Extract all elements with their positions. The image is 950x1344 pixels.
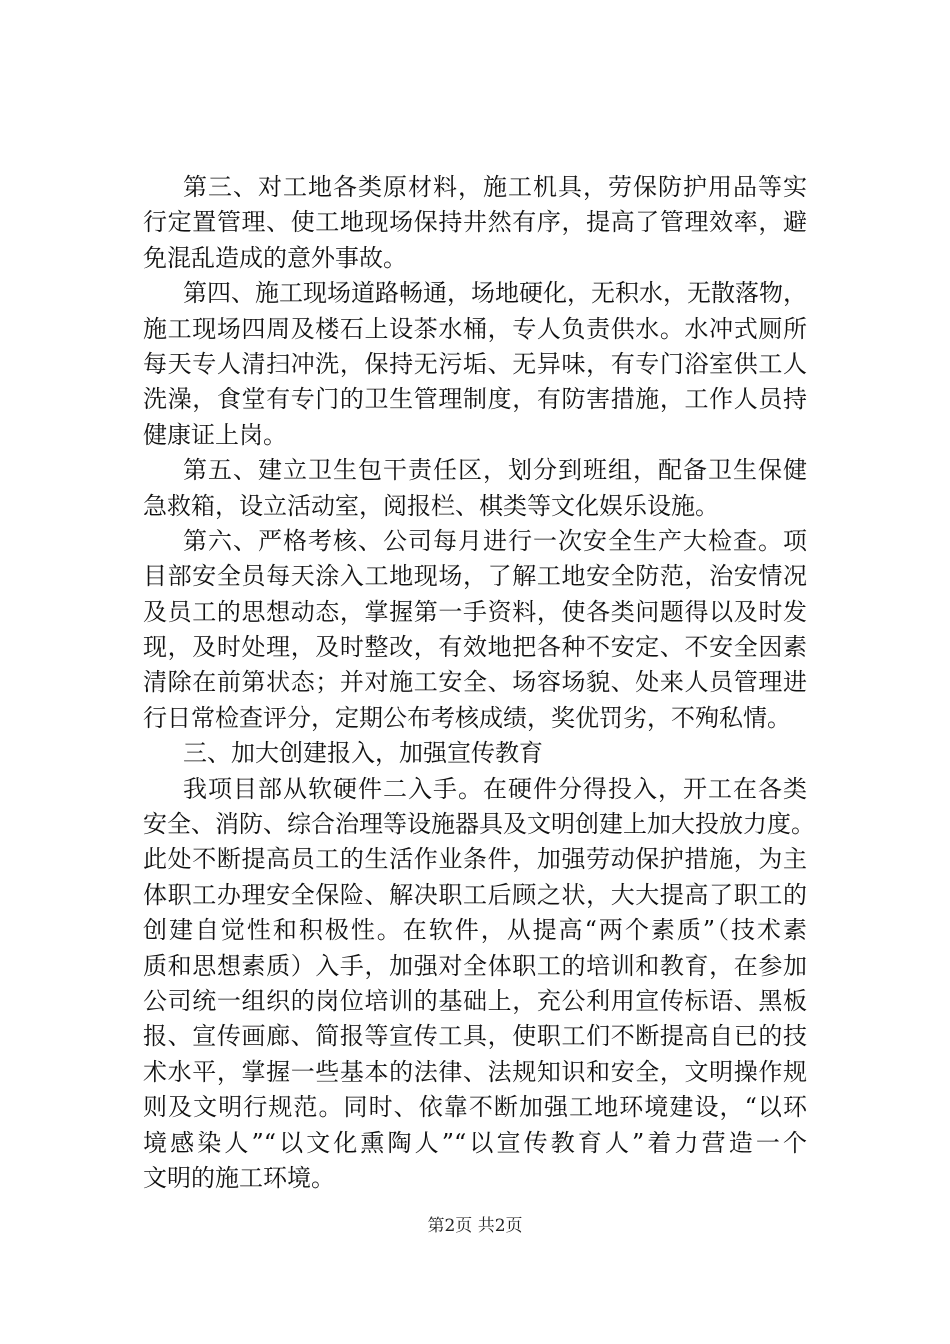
- paragraph: [143, 276, 807, 453]
- document-body: [143, 170, 815, 1196]
- text-line: 术水平，掌握一些基本的法律、法规知识和安全，文明操作规: [143, 1057, 807, 1086]
- text-line: 第三、对工地各类原材料，施工机具，劳保防护用品等实: [183, 173, 807, 201]
- text-line: 目部安全员每天涂入工地现场，了解工地安全防范，治安情况: [143, 562, 807, 591]
- paragraph: [143, 170, 807, 276]
- text-line: 我项目部从软硬件二入手。在硬件分得投入，开工在各类: [183, 774, 807, 803]
- text-line: 现，及时处理，及时整改，有效地把各种不安定、不安全因素: [143, 633, 807, 662]
- text-line: 境感染人”“以文化熏陶人”“以宣传教育人”着力营造一个: [143, 1128, 807, 1157]
- text-line: 文明的施工环境。: [143, 1163, 335, 1192]
- text-line: 第五、建立卫生包干责任区，划分到班组，配备卫生保健: [183, 456, 807, 485]
- text-line: 施工现场四周及楼石上设茶水桶，专人负责供水。水冲式厕所: [143, 314, 807, 343]
- paragraph: [143, 524, 807, 736]
- text-line: 体职工办理安全保险、解决职工后顾之状，大大提高了职工的: [143, 880, 807, 909]
- text-line: 行定置管理、使工地现场保持井然有序，提高了管理效率，避: [143, 208, 807, 237]
- page-footer: 第2页 共2页: [427, 1216, 523, 1236]
- text-line: 报、宣传画廊、简报等宣传工具，使职工们不断提高自已的技: [143, 1022, 807, 1051]
- paragraph: [143, 453, 807, 524]
- text-line: 急救箱，设立活动室，阅报栏、棋类等文化娱乐设施。: [143, 491, 719, 520]
- text-line: 公司统一组织的岗位培训的基础上，充公利用宣传标语、黑板: [143, 986, 807, 1015]
- text-line: 及员工的思想动态，掌握第一手资料，使各类问题得以及时发: [143, 597, 807, 626]
- text-line: 健康证上岗。: [143, 420, 287, 449]
- text-line: 三、加大创建报入，加强宣传教育: [183, 739, 543, 768]
- text-line: 第六、严格考核、公司每月进行一次安全生产大检查。项: [183, 526, 807, 555]
- text-line: 创建自觉性和积极性。在软件，从提高“两个素质”（技术素: [143, 916, 807, 945]
- paragraph: [143, 772, 815, 1197]
- text-line: 第四、施工现场道路畅通，场地硬化，无积水，无散落物，: [183, 279, 807, 308]
- text-line: 每天专人清扫冲洗，保持无污垢、无异味，有专门浴室供工人: [143, 349, 807, 378]
- text-line: 质和思想素质）入手，加强对全体职工的培训和教育，在参加: [143, 951, 807, 980]
- text-line: 洗澡，食堂有专门的卫生管理制度，有防害措施，工作人员持: [143, 385, 807, 414]
- text-line: 清除在前第状态；并对施工安全、场容场貌、处来人员管理进: [143, 668, 807, 697]
- paragraph: [143, 736, 807, 771]
- text-line: 免混乱造成的意外事故。: [143, 243, 407, 272]
- text-line: 此处不断提高员工的生活作业条件，加强劳动保护措施，为主: [143, 845, 807, 874]
- text-line: 则及文明行规范。同时、依靠不断加强工地环境建设，“以环: [143, 1093, 807, 1122]
- text-line: 行日常检查评分，定期公布考核成绩，奖优罚劣，不殉私情。: [143, 703, 791, 732]
- text-line: 安全、消防、综合治理等设施器具及文明创建上加大投放力度。: [143, 810, 815, 839]
